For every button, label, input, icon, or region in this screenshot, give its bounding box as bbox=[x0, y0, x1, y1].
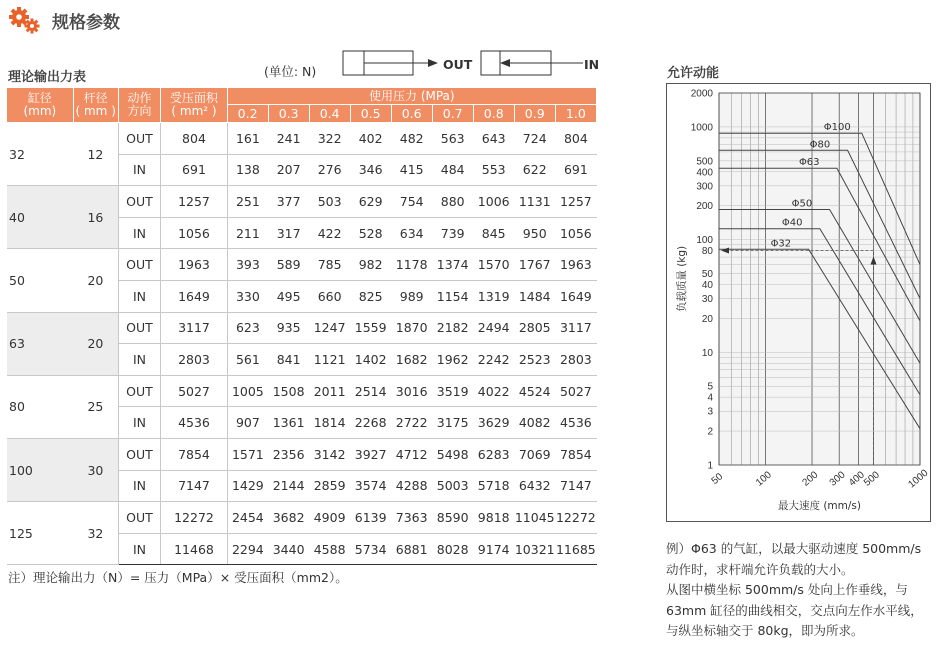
force-value-cell: 845 bbox=[473, 217, 514, 249]
force-value-cell: 1247 bbox=[309, 312, 350, 344]
direction-cell: IN bbox=[118, 407, 161, 439]
force-value-cell: 1963 bbox=[555, 249, 596, 281]
y-tick-label: 1000 bbox=[690, 122, 713, 134]
x-tick-label: 200 bbox=[800, 469, 821, 489]
force-value-cell: 393 bbox=[227, 249, 268, 281]
y-tick-label: 500 bbox=[696, 156, 713, 168]
y-tick-label: 30 bbox=[701, 294, 713, 306]
y-tick-label: 3 bbox=[707, 406, 713, 418]
x-tick-label: 100 bbox=[753, 469, 774, 489]
force-value-cell: 276 bbox=[309, 154, 350, 186]
table-row bbox=[7, 249, 597, 281]
y-tick-label: 50 bbox=[701, 269, 713, 281]
header-area-line2: ( mm² ) bbox=[171, 104, 217, 118]
force-value-cell: 9174 bbox=[473, 533, 514, 565]
force-value-cell: 2805 bbox=[514, 312, 555, 344]
force-value-cell: 322 bbox=[309, 123, 350, 155]
force-value-cell: 6432 bbox=[514, 470, 555, 502]
force-value-cell: 6283 bbox=[473, 438, 514, 470]
table-row bbox=[7, 502, 597, 534]
x-tick-label: 1000 bbox=[906, 467, 930, 491]
force-value-cell: 1361 bbox=[268, 407, 309, 439]
area-cell: 12272 bbox=[161, 502, 227, 534]
rod-cell: 16 bbox=[73, 186, 118, 249]
force-value-cell: 528 bbox=[350, 217, 391, 249]
force-value-cell: 2514 bbox=[350, 375, 391, 407]
example-line: 例）Φ63 的气缸，以最大驱动速度 500mm/s bbox=[666, 541, 922, 556]
direction-cell: IN bbox=[118, 533, 161, 565]
force-value-cell: 9818 bbox=[473, 502, 514, 534]
area-cell: 2803 bbox=[161, 344, 227, 376]
direction-cell: OUT bbox=[118, 375, 161, 407]
area-cell: 7147 bbox=[161, 470, 227, 502]
force-value-cell: 1257 bbox=[555, 186, 596, 218]
force-value-cell: 3117 bbox=[555, 312, 596, 344]
series-label: Φ100 bbox=[823, 122, 851, 134]
area-cell: 11468 bbox=[161, 533, 227, 565]
out-direction-label: OUT bbox=[443, 57, 473, 72]
force-value-cell: 841 bbox=[268, 344, 309, 376]
x-tick-label: 300 bbox=[827, 469, 848, 489]
force-value-cell: 2011 bbox=[309, 375, 350, 407]
force-value-cell: 1319 bbox=[473, 280, 514, 312]
force-value-cell: 415 bbox=[391, 154, 432, 186]
chart-svg bbox=[667, 84, 930, 521]
example-line: 从图中横坐标 500mm/s 处向上作垂线，与 bbox=[666, 582, 908, 597]
bore-cell: 125 bbox=[7, 502, 73, 565]
force-value-cell: 251 bbox=[227, 186, 268, 218]
force-value-cell: 1682 bbox=[391, 344, 432, 376]
force-value-cell: 8028 bbox=[432, 533, 473, 565]
force-value-cell: 804 bbox=[555, 123, 596, 155]
bore-cell: 32 bbox=[7, 123, 73, 186]
x-tick-label: 500 bbox=[861, 469, 882, 489]
force-value-cell: 629 bbox=[350, 186, 391, 218]
direction-cell: OUT bbox=[118, 249, 161, 281]
force-value-cell: 739 bbox=[432, 217, 473, 249]
header-rod bbox=[73, 88, 118, 123]
force-value-cell: 7069 bbox=[514, 438, 555, 470]
force-value-cell: 10321 bbox=[514, 533, 555, 565]
force-value-cell: 907 bbox=[227, 407, 268, 439]
force-value-cell: 880 bbox=[432, 186, 473, 218]
header-pressure: 0.2 bbox=[227, 105, 268, 123]
y-tick-label: 40 bbox=[701, 279, 713, 291]
bore-cell: 80 bbox=[7, 375, 73, 438]
example-line: 与纵坐标轴交于 80kg，即为所求。 bbox=[666, 623, 864, 638]
force-value-cell: 2242 bbox=[473, 344, 514, 376]
kinetic-energy-chart bbox=[666, 83, 931, 522]
force-value-cell: 1121 bbox=[309, 344, 350, 376]
series-label: Φ40 bbox=[781, 217, 803, 229]
direction-cell: IN bbox=[118, 470, 161, 502]
direction-cell: OUT bbox=[118, 312, 161, 344]
header-rod-line1: 杆径 bbox=[83, 91, 108, 105]
header-bore-line2: (mm) bbox=[23, 104, 57, 118]
y-tick-label: 5 bbox=[707, 381, 713, 393]
x-tick-label: 50 bbox=[709, 471, 726, 487]
force-value-cell: 161 bbox=[227, 123, 268, 155]
force-value-cell: 7363 bbox=[391, 502, 432, 534]
force-value-cell: 2803 bbox=[555, 344, 596, 376]
force-value-cell: 377 bbox=[268, 186, 309, 218]
force-value-cell: 5718 bbox=[473, 470, 514, 502]
x-tick-label: 400 bbox=[846, 469, 867, 489]
y-tick-label: 300 bbox=[696, 181, 713, 193]
force-value-cell: 3142 bbox=[309, 438, 350, 470]
rod-cell: 20 bbox=[73, 249, 118, 312]
header-area bbox=[161, 88, 227, 123]
rod-cell: 30 bbox=[73, 438, 118, 501]
page-title: 规格参数 bbox=[52, 13, 120, 33]
force-value-cell: 3519 bbox=[432, 375, 473, 407]
header-direction bbox=[118, 88, 161, 123]
force-value-cell: 4536 bbox=[555, 407, 596, 439]
force-value-cell: 1870 bbox=[391, 312, 432, 344]
y-tick-label: 80 bbox=[701, 246, 713, 258]
force-value-cell: 4082 bbox=[514, 407, 555, 439]
area-cell: 1963 bbox=[161, 249, 227, 281]
force-value-cell: 553 bbox=[473, 154, 514, 186]
chart-title: 允许动能 bbox=[667, 66, 720, 81]
direction-cell: IN bbox=[118, 154, 161, 186]
force-value-cell: 7147 bbox=[555, 470, 596, 502]
force-value-cell: 495 bbox=[268, 280, 309, 312]
force-value-cell: 7854 bbox=[555, 438, 596, 470]
force-value-cell: 5734 bbox=[350, 533, 391, 565]
in-cylinder-diagram bbox=[480, 49, 584, 79]
force-value-cell: 950 bbox=[514, 217, 555, 249]
table-row bbox=[7, 312, 597, 344]
force-value-cell: 5003 bbox=[432, 470, 473, 502]
y-tick-label: 20 bbox=[701, 313, 713, 325]
table-row bbox=[7, 186, 597, 218]
force-value-cell: 8590 bbox=[432, 502, 473, 534]
force-value-cell: 3016 bbox=[391, 375, 432, 407]
area-cell: 1649 bbox=[161, 280, 227, 312]
force-value-cell: 785 bbox=[309, 249, 350, 281]
force-value-cell: 589 bbox=[268, 249, 309, 281]
force-value-cell: 317 bbox=[268, 217, 309, 249]
area-cell: 804 bbox=[161, 123, 227, 155]
force-value-cell: 6139 bbox=[350, 502, 391, 534]
series-label: Φ32 bbox=[770, 238, 792, 250]
force-value-cell: 211 bbox=[227, 217, 268, 249]
force-value-cell: 241 bbox=[268, 123, 309, 155]
force-value-cell: 484 bbox=[432, 154, 473, 186]
y-tick-label: 1 bbox=[707, 460, 713, 472]
force-value-cell: 1056 bbox=[555, 217, 596, 249]
force-value-cell: 1402 bbox=[350, 344, 391, 376]
force-value-cell: 643 bbox=[473, 123, 514, 155]
force-value-cell: 4712 bbox=[391, 438, 432, 470]
force-value-cell: 4288 bbox=[391, 470, 432, 502]
area-cell: 7854 bbox=[161, 438, 227, 470]
force-value-cell: 4588 bbox=[309, 533, 350, 565]
header-direction-line1: 动作 bbox=[127, 91, 152, 105]
force-value-cell: 2523 bbox=[514, 344, 555, 376]
header-pressure: 1.0 bbox=[555, 105, 596, 123]
force-value-cell: 691 bbox=[555, 154, 596, 186]
out-cylinder-diagram bbox=[342, 49, 442, 79]
force-value-cell: 989 bbox=[391, 280, 432, 312]
force-value-cell: 561 bbox=[227, 344, 268, 376]
force-value-cell: 1962 bbox=[432, 344, 473, 376]
force-value-cell: 982 bbox=[350, 249, 391, 281]
force-value-cell: 2722 bbox=[391, 407, 432, 439]
header-bore-line1: 缸径 bbox=[27, 91, 52, 105]
force-value-cell: 622 bbox=[514, 154, 555, 186]
force-value-cell: 2268 bbox=[350, 407, 391, 439]
y-tick-label: 400 bbox=[696, 167, 713, 179]
bore-cell: 100 bbox=[7, 438, 73, 501]
force-value-cell: 2454 bbox=[227, 502, 268, 534]
direction-cell: OUT bbox=[118, 438, 161, 470]
force-value-cell: 503 bbox=[309, 186, 350, 218]
force-value-cell: 1178 bbox=[391, 249, 432, 281]
header-gears-icon bbox=[8, 6, 44, 34]
force-value-cell: 935 bbox=[268, 312, 309, 344]
force-value-cell: 402 bbox=[350, 123, 391, 155]
force-value-cell: 1154 bbox=[432, 280, 473, 312]
in-direction-label: IN bbox=[584, 57, 600, 72]
force-value-cell: 4022 bbox=[473, 375, 514, 407]
header-pressure: 0.7 bbox=[432, 105, 473, 123]
force-value-cell: 3175 bbox=[432, 407, 473, 439]
y-tick-label: 4 bbox=[707, 392, 713, 404]
force-value-cell: 3629 bbox=[473, 407, 514, 439]
unit-label: (单位: N) bbox=[264, 64, 317, 79]
series-label: Φ80 bbox=[809, 139, 831, 151]
header-pressure: 0.6 bbox=[391, 105, 432, 123]
header-rod-line2: ( mm ) bbox=[75, 104, 116, 118]
header-pressure: 0.9 bbox=[514, 105, 555, 123]
force-value-cell: 3927 bbox=[350, 438, 391, 470]
header-pressure-group: 使用压力 (MPa) bbox=[227, 88, 596, 105]
direction-cell: IN bbox=[118, 344, 161, 376]
direction-cell: IN bbox=[118, 217, 161, 249]
header-pressure: 0.8 bbox=[473, 105, 514, 123]
force-value-cell: 12272 bbox=[555, 502, 596, 534]
example-text bbox=[666, 539, 936, 642]
area-cell: 3117 bbox=[161, 312, 227, 344]
force-value-cell: 1429 bbox=[227, 470, 268, 502]
force-value-cell: 5027 bbox=[555, 375, 596, 407]
force-value-cell: 3682 bbox=[268, 502, 309, 534]
force-value-cell: 660 bbox=[309, 280, 350, 312]
area-cell: 4536 bbox=[161, 407, 227, 439]
output-force-table bbox=[7, 88, 597, 565]
force-value-cell: 330 bbox=[227, 280, 268, 312]
example-line: 63mm 缸径的曲线相交，交点向左作水平线， bbox=[666, 602, 923, 618]
header-bore bbox=[7, 88, 73, 123]
y-tick-label: 2 bbox=[707, 426, 713, 438]
force-value-cell: 1508 bbox=[268, 375, 309, 407]
force-value-cell: 623 bbox=[227, 312, 268, 344]
output-table-title: 理论输出力表 bbox=[8, 70, 87, 85]
force-value-cell: 138 bbox=[227, 154, 268, 186]
force-value-cell: 724 bbox=[514, 123, 555, 155]
force-value-cell: 1484 bbox=[514, 280, 555, 312]
force-value-cell: 346 bbox=[350, 154, 391, 186]
force-value-cell: 634 bbox=[391, 217, 432, 249]
area-cell: 5027 bbox=[161, 375, 227, 407]
force-value-cell: 11685 bbox=[555, 533, 596, 565]
rod-cell: 20 bbox=[73, 312, 118, 375]
force-value-cell: 482 bbox=[391, 123, 432, 155]
force-value-cell: 1571 bbox=[227, 438, 268, 470]
table-row bbox=[7, 438, 597, 470]
header-pressure: 0.3 bbox=[268, 105, 309, 123]
header-pressure: 0.4 bbox=[309, 105, 350, 123]
force-value-cell: 1005 bbox=[227, 375, 268, 407]
series-label: Φ50 bbox=[791, 198, 813, 210]
y-axis-label: 负载质量 (kg) bbox=[676, 245, 688, 313]
table-row bbox=[7, 375, 597, 407]
rod-cell: 32 bbox=[73, 502, 118, 565]
direction-cell: OUT bbox=[118, 123, 161, 155]
force-value-cell: 2356 bbox=[268, 438, 309, 470]
force-value-cell: 754 bbox=[391, 186, 432, 218]
bore-cell: 40 bbox=[7, 186, 73, 249]
series-label: Φ63 bbox=[798, 157, 820, 169]
rod-cell: 25 bbox=[73, 375, 118, 438]
force-value-cell: 5498 bbox=[432, 438, 473, 470]
force-value-cell: 1814 bbox=[309, 407, 350, 439]
y-tick-label: 200 bbox=[696, 201, 713, 213]
force-value-cell: 1006 bbox=[473, 186, 514, 218]
table-footnote: 注）理论输出力（N）= 压力（MPa）× 受压面积（mm2）。 bbox=[8, 570, 348, 585]
area-cell: 1056 bbox=[161, 217, 227, 249]
area-cell: 1257 bbox=[161, 186, 227, 218]
example-line: 动作时，求杆端允许负载的大小。 bbox=[666, 561, 854, 577]
force-value-cell: 207 bbox=[268, 154, 309, 186]
force-value-cell: 2144 bbox=[268, 470, 309, 502]
direction-cell: IN bbox=[118, 280, 161, 312]
table-row bbox=[7, 123, 597, 155]
area-cell: 691 bbox=[161, 154, 227, 186]
force-value-cell: 563 bbox=[432, 123, 473, 155]
header-area-line1: 受压面积 bbox=[169, 91, 218, 105]
y-tick-label: 2000 bbox=[690, 88, 713, 100]
y-tick-label: 10 bbox=[701, 347, 713, 359]
force-value-cell: 1767 bbox=[514, 249, 555, 281]
force-value-cell: 2294 bbox=[227, 533, 268, 565]
force-value-cell: 1570 bbox=[473, 249, 514, 281]
direction-cell: OUT bbox=[118, 502, 161, 534]
bore-cell: 63 bbox=[7, 312, 73, 375]
force-value-cell: 2182 bbox=[432, 312, 473, 344]
force-value-cell: 4524 bbox=[514, 375, 555, 407]
force-value-cell: 1374 bbox=[432, 249, 473, 281]
force-value-cell: 3440 bbox=[268, 533, 309, 565]
force-value-cell: 2494 bbox=[473, 312, 514, 344]
direction-cell: OUT bbox=[118, 186, 161, 218]
force-value-cell: 825 bbox=[350, 280, 391, 312]
force-value-cell: 3574 bbox=[350, 470, 391, 502]
force-value-cell: 6881 bbox=[391, 533, 432, 565]
force-value-cell: 1131 bbox=[514, 186, 555, 218]
y-tick-label: 100 bbox=[696, 235, 713, 247]
force-value-cell: 2859 bbox=[309, 470, 350, 502]
rod-cell: 12 bbox=[73, 123, 118, 186]
force-value-cell: 1559 bbox=[350, 312, 391, 344]
header-direction-line2: 方向 bbox=[127, 104, 152, 118]
force-value-cell: 1649 bbox=[555, 280, 596, 312]
force-value-cell: 422 bbox=[309, 217, 350, 249]
x-axis-label: 最大速度 (mm/s) bbox=[778, 500, 861, 512]
force-value-cell: 4909 bbox=[309, 502, 350, 534]
bore-cell: 50 bbox=[7, 249, 73, 312]
header-pressure: 0.5 bbox=[350, 105, 391, 123]
force-value-cell: 11045 bbox=[514, 502, 555, 534]
